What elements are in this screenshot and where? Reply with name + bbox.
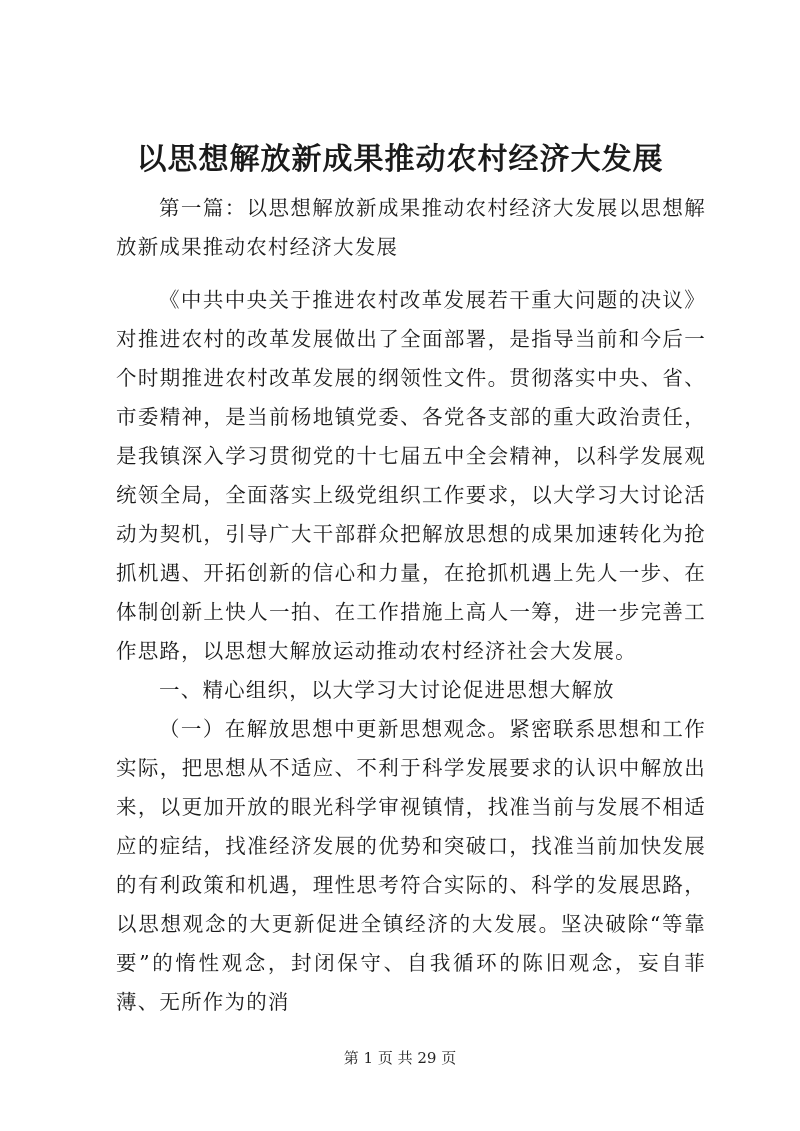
document-title: 以思想解放新成果推动农村经济大发展 bbox=[136, 142, 664, 177]
paragraph-subtitle: 第一篇：以思想解放新成果推动农村经济大发展以思想解放新成果推动农村经济大发展 bbox=[116, 196, 706, 259]
page-footer: 第 1 页 共 29 页 bbox=[343, 1049, 457, 1067]
paragraph-intro: 《中共中央关于推进农村改革发展若干重大问题的决议》对推进农村的改革发展做出了全面部署，是指导当前和今后一个时期推进农村改革发展的纲领性文件。贯彻落实中央、省、市委精神，是当前杨地镇党委、各党各支部的重大政治责任，是我镇深入学习贯彻党的十七届五中全会精神，以科学发展观统领全局，全面落实上级党组织工作要求，以大学习大讨论活动为契机，引导广大干部群众把解放思想的成果加速转化为抢抓机遇、开拓创新的信心和力量，在抢抓机遇上先人一步、在体制创新上快人一拍、在工作措施上高人一筹，进一步完善工作思路，以思想大解放运动推动农村经济社会大发展。 bbox=[116, 288, 706, 663]
document-body bbox=[116, 189, 706, 1022]
section-heading: 一、精心组织，以大学习大讨论促进思想大解放 bbox=[159, 678, 615, 702]
paragraph-section-1: （一）在解放思想中更新思想观念。紧密联系思想和工作实际，把思想从不适应、不利于科学发展要求的认识中解放出来，以更加开放的眼光科学审视镇情，找准当前与发展不相适应的症结，找准经济发展的优势和突破口，找准当前加快发展的有利政策和机遇，理性思考符合实际的、科学的发展思路，以思想观念的大更新促进全镇经济的大发展。坚决破除“等靠要”的惰性观念，封闭保守、自我循环的陈旧观念，妄自菲薄、无所作为的消 bbox=[116, 717, 706, 1014]
